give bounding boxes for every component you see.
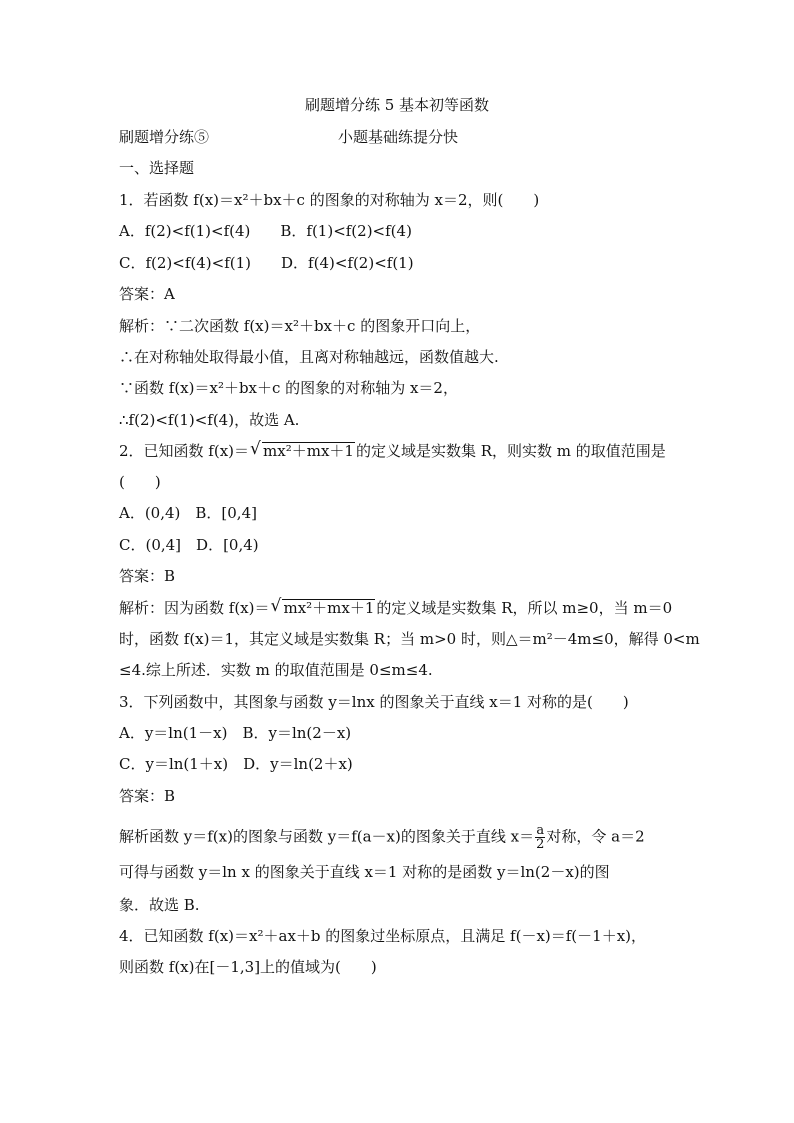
q2-solution-line: 时，函数 f(x)＝1，其定义域是实数集 R；当 m>0 时，则△＝m²－4m≤0，解得 0<m [119, 630, 700, 648]
q3-stem: 3．下列函数中，其图象与函数 y＝lnx 的图象关于直线 x＝1 对称的是( ) [119, 693, 629, 711]
q2-stem [119, 441, 666, 461]
section-heading: 一、选择题 [119, 159, 195, 177]
q2-options-ab: A．(0,4) B．[0,4] [119, 504, 257, 522]
q1-stem: 1．若函数 f(x)＝x²＋bx＋c 的图象的对称轴为 x＝2，则( ) [119, 191, 540, 209]
radicand: mx²＋mx＋1 [283, 599, 375, 617]
q2-stem-post: 的定义域是实数集 R，则实数 m 的取值范围是 [355, 442, 666, 460]
q2-sol-pre: 解析：因为函数 f(x)＝ [119, 599, 270, 617]
q3-solution-line: 可得与函数 y＝ln x 的图象关于直线 x＝1 对称的是函数 y＝ln(2－x)的图 [119, 863, 610, 881]
fraction-numerator: a [536, 823, 545, 838]
q1-options-cd: C．f(2)<f(4)<f(1) D．f(4)<f(2)<f(1) [119, 254, 414, 272]
q4-stem: 4．已知函数 f(x)＝x²＋ax＋b 的图象过坐标原点，且满足 f(－x)＝f(－1＋x)， [119, 927, 647, 945]
q2-options-cd: C．(0,4] D．[0,4) [119, 536, 259, 554]
q1-solution-line: ∴在对称轴处取得最小值，且离对称轴越远，函数值越大. [119, 348, 499, 366]
q2-answer: 答案：B [119, 567, 176, 585]
q1-solution-line: 解析：∵二次函数 f(x)＝x²＋bx＋c 的图象开口向上， [119, 317, 481, 335]
q3-solution-line: 象．故选 B. [119, 896, 200, 914]
q2-sol-post: 的定义域是实数集 R，所以 m≥0，当 m＝0 [376, 599, 673, 617]
header-right: 小题基础练提分快 [338, 128, 459, 146]
q2-solution-line [119, 598, 672, 618]
radical-sign-icon: √ [250, 439, 261, 459]
q2-stem-pre: 2．已知函数 f(x)＝ [119, 442, 250, 460]
sqrt-expression [270, 598, 375, 618]
q3-options-ab: A．y＝ln(1－x) B．y＝ln(2－x) [119, 724, 352, 742]
q3-answer: 答案：B [119, 787, 176, 805]
radicand: mx²＋mx＋1 [263, 442, 354, 460]
q3-solution-line [119, 824, 645, 851]
q2-solution-line: ≤4.综上所述．实数 m 的取值范围是 0≤m≤4. [119, 661, 433, 679]
q1-solution-line: ∴f(2)<f(1)<f(4)，故选 A. [119, 411, 300, 429]
fraction-denominator: 2 [536, 837, 545, 852]
sqrt-expression [250, 441, 355, 461]
header-left: 刷题增分练⑤ [119, 128, 210, 146]
q1-answer: 答案：A [119, 285, 175, 303]
q4-stem-line: 则函数 f(x)在[－1,3]上的值域为( ) [119, 958, 377, 976]
q3-options-cd: C．y＝ln(1＋x) D．y＝ln(2＋x) [119, 755, 353, 773]
q1-solution-line: ∵函数 f(x)＝x²＋bx＋c 的图象的对称轴为 x＝2， [119, 379, 458, 397]
q1-options-ab: A．f(2)<f(1)<f(4) B．f(1)<f(2)<f(4) [119, 222, 412, 240]
q2-stem-blank: ( ) [119, 473, 161, 491]
q3-sol-pre: 解析函数 y＝f(x)的图象与函数 y＝f(a－x)的图象关于直线 x＝ [119, 827, 535, 846]
fraction [535, 824, 545, 851]
page-title: 刷题增分练 5 基本初等函数 [304, 96, 490, 114]
q3-sol-post: 对称，令 a＝2 [546, 827, 645, 846]
radical-sign-icon: √ [270, 596, 282, 616]
